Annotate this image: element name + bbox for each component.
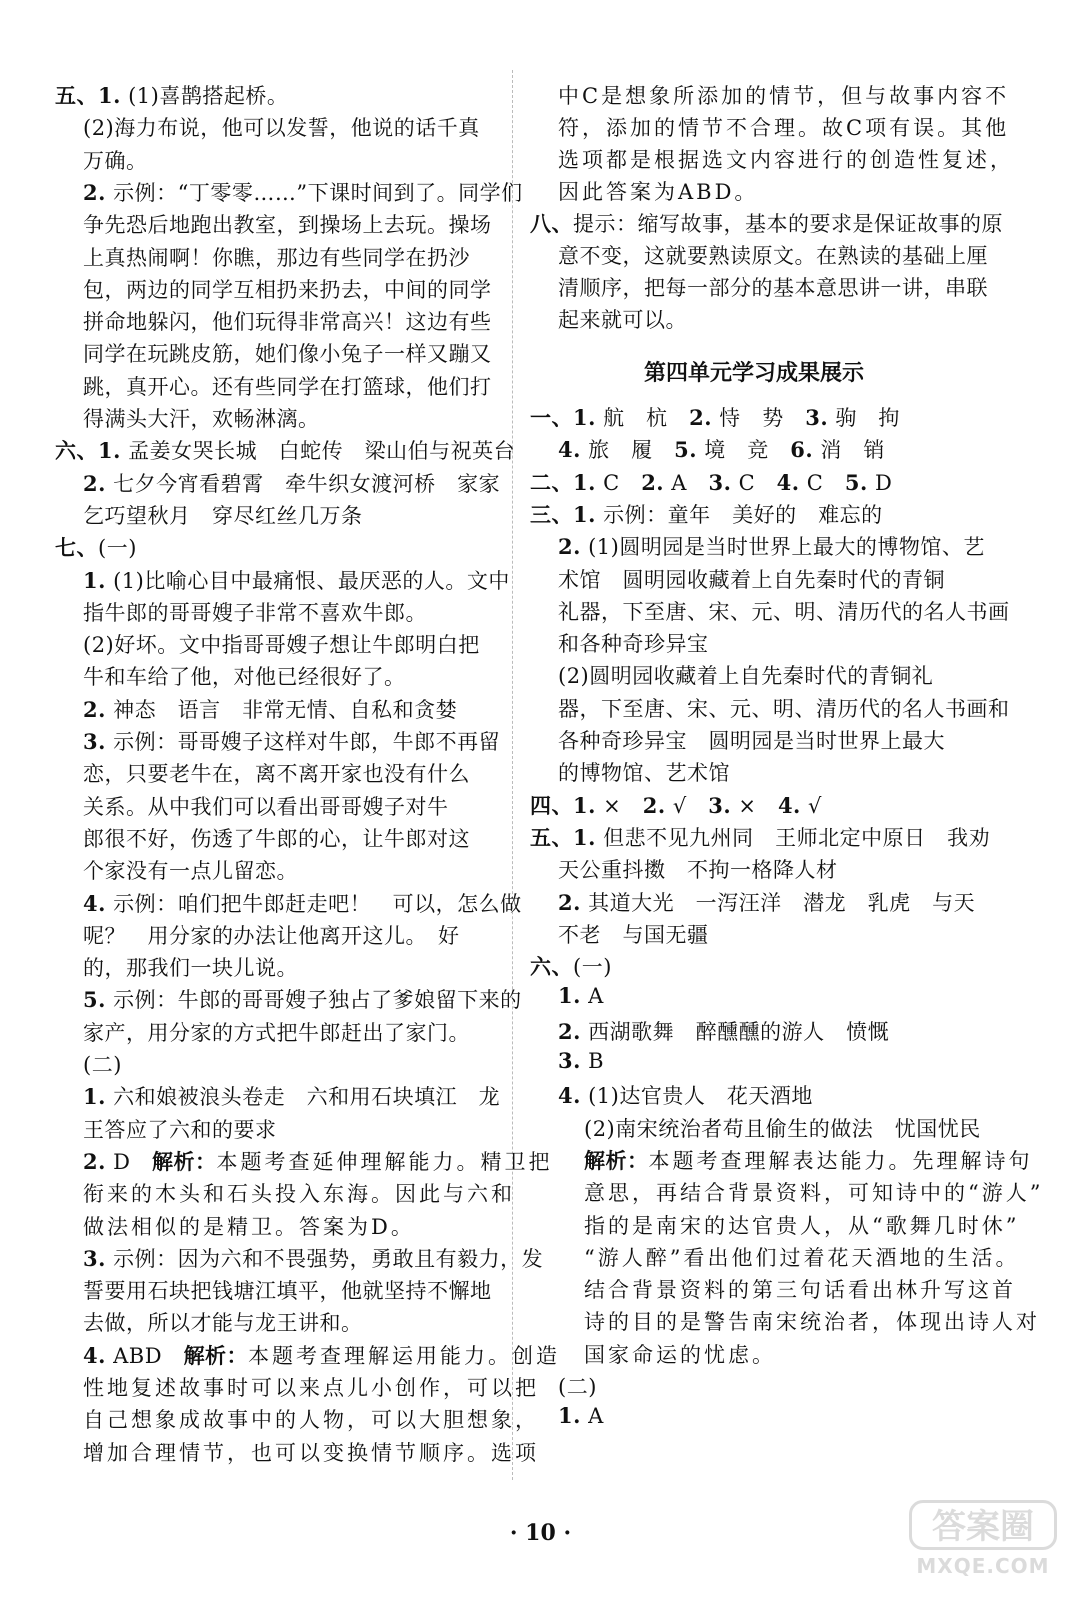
text-line [55,694,500,724]
line-text: 本题考查理解运用能力。创造 [248,1343,561,1368]
text-line [530,1210,1020,1240]
line-text: (1)达官贵人 花天酒地 [580,1084,813,1109]
text-line [55,661,500,691]
text-line [530,854,978,884]
line-text: C [799,470,845,495]
text-line [55,629,500,659]
line-text: 指的是南宋的达官贵人，从“歌舞几时休” [584,1213,1020,1238]
line-text: 的博物馆、艺术馆 [558,761,730,786]
line-text: 旅 履 [580,438,675,463]
item-number: 六、1. [55,438,121,464]
line-text: 家产，用分家的方式把牛郎赶出了家门。 [83,1020,470,1045]
line-text: 不老 与国无疆 [558,922,709,947]
line-text: D [867,470,893,495]
item-number: 一、1. [530,405,596,430]
item-number: 五、1. [530,824,596,850]
text-line [530,467,978,497]
item-number: 2. [558,889,581,915]
line-text: 指牛郎的哥哥嫂子非常不喜欢牛郎。 [83,600,427,625]
text-line [55,112,500,142]
item-number: 3. [708,469,732,495]
item-number: 三、1. [530,501,596,527]
text-line [530,564,978,594]
text-line [530,790,978,820]
line-text: “游人醉”看出他们过着花天酒地的生活。 [584,1245,1020,1270]
text-line [55,209,500,239]
text-line [55,855,500,885]
line-text: 自己想象成故事中的人物，可以大胆想象， [83,1408,539,1433]
line-text: 本题考查延伸理解能力。精卫把 [216,1149,553,1174]
text-line [55,952,500,982]
text-line [55,597,500,627]
item-number: 3. [83,1245,106,1271]
text-line [530,112,1010,142]
line-text: (2)海力布说，他可以发誓，他说的话千真 [83,116,480,141]
text-line [530,1339,978,1369]
line-text: (1)比喻心目中最痛恨、最厌恶的人。文中 [105,568,510,593]
line-text: 意思，再结合背景资料，可知诗中的“游人” [584,1181,1044,1206]
line-text: 的，那我们一块儿说。 [83,956,298,981]
line-text: 性地复述故事时可以来点儿小创作，可以把 [83,1376,539,1400]
item-number: 4. [558,437,581,463]
text-line [55,435,516,465]
text-line [530,80,1010,110]
text-line [55,242,500,272]
text-line [530,240,988,270]
line-text: 关系。从中我们可以看出哥哥嫂子对牛 [83,794,449,819]
line-text: C [595,470,642,495]
item-number: 1. [83,567,106,593]
text-line [55,1081,500,1111]
line-text: 得满头大汗，欢畅淋漓。 [83,407,320,431]
text-line [530,919,978,949]
text-line [530,951,978,981]
text-line [530,1016,978,1046]
text-line [530,1177,1044,1207]
line-text: 个家没有一点儿留恋。 [83,859,298,884]
text-line [55,791,500,821]
line-text: 消 销 [813,438,885,463]
line-text: (二) [83,1053,122,1077]
line-text: 本题考查理解表达能力。先理解诗句 [648,1148,1033,1173]
line-text: 跳，真开心。还有些同学在打篮球，他们打 [83,374,492,399]
text-line [530,402,978,432]
text-line [55,468,500,498]
text-line [530,757,978,787]
line-text: (一) [573,955,612,980]
line-text: 争先恐后地跑出教室，到操场上去玩。操场 [83,213,492,238]
item-number: 3. [805,405,829,430]
line-text: 礼器，下至唐、宋、元、明、清历代的名人书画 [558,599,1010,624]
text-line [55,1114,500,1144]
line-text: 恃 势 [712,406,806,430]
line-text: (一) [98,536,137,561]
text-line [55,823,500,853]
text-line [55,1437,539,1467]
line-text: 各种奇珍异宝 圆明园是当时世界上最大 [558,729,945,753]
line-text: 同学在玩跳皮筋，她们像小兔子一样又蹦又 [83,342,492,367]
line-text: 器，下至唐、宋、元、明、清历代的名人书画和 [558,696,1010,721]
item-number: 2. [83,696,106,722]
text-line [530,660,978,690]
item-number: 4. [83,1342,106,1368]
line-text: 示例：“丁零零……”下课时间到了。同学们 [105,180,523,205]
text-line [55,920,500,950]
text-line [55,338,500,368]
text-line [530,1274,1016,1304]
line-text: × [595,793,643,818]
line-text: 示例：因为六和不畏强势，勇敢且有毅力，发 [105,1246,544,1271]
line-text: 去做，所以才能与龙王讲和。 [83,1311,363,1336]
text-line [55,306,500,336]
text-line [530,304,978,334]
text-line [55,984,522,1014]
text-line [55,1243,544,1273]
item-number: 2. [83,1148,106,1174]
line-text: 万确。 [83,148,148,173]
item-number: 1. [558,983,581,1009]
line-text: 诗的目的是警告南宋统治者，体现出诗人对 [584,1310,1040,1335]
line-text: (2)圆明园收藏着上自先秦时代的青铜礼 [558,664,934,689]
line-text: 示例：哥哥嫂子这样对牛郎，牛郎不再留 [105,730,501,754]
item-number: 2. [558,534,581,560]
line-text: (2)南宋统治者苟且偷生的做法 忧国忧民 [584,1116,981,1141]
text-line [55,500,500,530]
line-text: 七夕今宵看碧霄 牵牛织女渡河桥 家家 [105,471,501,496]
item-number: 6. [790,437,814,463]
line-text: 但悲不见九州同 王师北定中原日 我劝 [595,825,991,850]
text-line [55,145,500,175]
item-number: 二、1. [530,469,596,495]
line-text: 乞巧望秋月 穿尽红丝几万条 [83,503,363,528]
line-text: A [580,984,604,1009]
line-text: 做法相似的是精卫。答案为D。 [83,1214,415,1239]
item-number: 四、1. [530,792,596,818]
line-text: 神态 语言 非常无情、自私和贪婪 [105,697,458,722]
line-text: 因此答案为ABD。 [558,180,759,204]
text-line [55,758,500,788]
text-line [55,565,510,595]
item-number: 1. [83,1084,106,1110]
text-line [55,1275,500,1305]
item-number: 3. [708,792,732,818]
line-text: × [731,793,778,818]
text-line [530,531,985,561]
item-number: 2. [641,469,665,495]
text-line [530,176,978,206]
item-number: 2. [642,792,666,818]
line-text: 王答应了六和的要求 [83,1117,277,1142]
line-text: 意不变，这就要熟读原文。在熟读的基础上厘 [558,244,988,268]
text-line [55,1017,500,1047]
text-line [530,596,1010,626]
text-line [55,1404,539,1434]
line-text: 境 竞 [697,438,791,463]
item-number: 解析： [151,1148,217,1174]
line-text: 郎很不好，伤透了牛郎的心，让牛郎对这 [83,826,470,851]
item-number: 六、 [530,954,573,980]
text-line [530,628,978,658]
line-text: 中C是想象所添加的情节，但与故事内容不 [558,84,1010,108]
line-text: 上真热闹啊！你瞧，那边有些同学在扔沙 [83,245,470,270]
line-text: √ [665,793,709,818]
line-text: 和各种奇珍异宝 [558,632,709,657]
line-text: 衔来的木头和石头投入东海。因此与六和 [83,1182,515,1207]
line-text: 清顺序，把每一部分的基本意思讲一讲，串联 [558,276,988,300]
item-number: 3. [558,1048,581,1073]
item-number: 七、 [55,535,98,561]
text-line [55,274,500,304]
item-number: 五、1. [55,83,121,108]
line-text: A [580,1404,604,1429]
item-number: 4. [558,1083,581,1109]
text-line [55,888,522,918]
text-line [530,144,1014,174]
line-text: 六和娘被浪头卷走 六和用石块填江 龙 [105,1085,501,1110]
text-line [530,1113,981,1143]
line-text: C [731,470,777,495]
line-text: 示例：咱们把牛郎赶走吧！ 可以，怎么做 [105,891,522,916]
item-number: 解析： [183,1342,249,1368]
line-text: 示例：牛郎的哥哥嫂子独占了爹娘留下来的 [105,988,522,1013]
line-text: (1)喜鹊搭起桥。 [120,84,289,108]
item-number: 2. [689,405,713,430]
text-line [55,403,500,433]
text-line [55,1211,500,1241]
line-text: 呢？ 用分家的办法让他离开这儿。 好 [83,923,460,948]
text-line [530,1080,978,1110]
line-text: 起来就可以。 [558,308,687,332]
line-text: (2)好坏。文中指哥哥嫂子想让牛郎明白把 [83,633,480,658]
watermark-logo [909,1500,1057,1578]
item-number: 2. [558,1018,581,1044]
item-number: 4. [83,890,106,916]
text-line [530,693,1010,723]
line-text: B [580,1049,605,1073]
text-line [55,1146,553,1176]
item-number: 5. [844,469,868,495]
line-text: 孟姜女哭长城 白蛇传 梁山伯与祝英台 [120,439,516,464]
line-text: √ [800,793,822,818]
text-line [530,887,978,917]
text-line [55,1372,539,1402]
line-text: 航 杭 [595,406,690,430]
text-line [530,499,978,529]
line-text: A [664,470,709,495]
section-title: 第四单元学习成果展示 [643,361,864,386]
item-number: 1. [558,1403,581,1429]
line-text: 提示：缩写故事，基本的要求是保证故事的原 [573,212,1003,236]
item-number: 5. [83,987,106,1013]
text-line [530,725,978,755]
text-line [530,1145,1033,1175]
text-line [55,532,500,562]
text-line [55,1178,515,1208]
line-text: 包，两边的同学互相扔来扔去，中间的同学 [83,277,492,302]
line-text: 誓要用石块把钱塘江填平，他就坚持不懈地 [83,1279,492,1304]
line-text: D [105,1149,152,1174]
item-number: 八、 [530,211,573,236]
line-text: 增加合理情节，也可以变换情节顺序。选项 [83,1440,539,1465]
text-line [55,1049,500,1079]
text-line [530,208,1003,238]
item-number: 解析： [584,1147,649,1173]
line-text: 恋，只要老牛在，离不离开家也没有什么 [83,762,470,787]
line-text: 牛和车给了他，对他已经很好了。 [83,665,406,690]
watermark-url: MXQE.COM [916,1554,1050,1578]
line-text: (1)圆明园是当时世界上最大的博物馆、艺 [580,535,985,560]
line-text: (二) [558,1375,597,1399]
text-line [530,434,978,464]
page-number: · 10 · [509,1520,572,1546]
text-line [55,1307,500,1337]
line-text: 符，添加的情节不合理。故C项有误。其他 [558,116,1010,140]
line-text: 国家命运的忧虑。 [584,1342,776,1367]
text-line [55,80,500,110]
text-line [530,272,988,302]
item-number: 4. [776,469,800,495]
line-text: 驹 拘 [828,406,900,430]
item-number: 2. [83,470,106,496]
text-line [530,822,991,852]
text-line [530,1403,978,1428]
text-line [530,1242,1020,1272]
text-line [530,1306,1040,1336]
item-number: 2. [83,179,106,205]
watermark-text: 答案圈 [909,1500,1057,1550]
line-text: 拼命地躲闪，他们玩得非常高兴！这边有些 [83,310,492,335]
text-line [55,371,500,401]
item-number: 5. [674,437,698,463]
line-text: 天公重抖擞 不拘一格降人材 [558,858,838,883]
line-text: 示例：童年 美好的 难忘的 [595,502,883,527]
line-text: 其道大光 一泻汪洋 潜龙 乳虎 与天 [580,890,976,915]
line-text: 结合背景资料的第三句话看出林升写这首 [584,1278,1016,1303]
text-line [55,177,523,207]
text-line [55,1340,561,1370]
text-line [55,726,500,756]
line-text: 西湖歌舞 醉醺醺的游人 愤慨 [580,1019,890,1044]
text-line [530,1371,978,1401]
item-number: 4. [777,792,801,818]
line-text: ABD [105,1343,184,1368]
text-line [530,1048,978,1073]
text-line [530,983,978,1008]
line-text: 术馆 圆明园收藏着上自先秦时代的青铜 [558,567,945,592]
line-text: 选项都是根据选文内容进行的创造性复述， [558,148,1014,172]
item-number: 3. [83,729,106,754]
